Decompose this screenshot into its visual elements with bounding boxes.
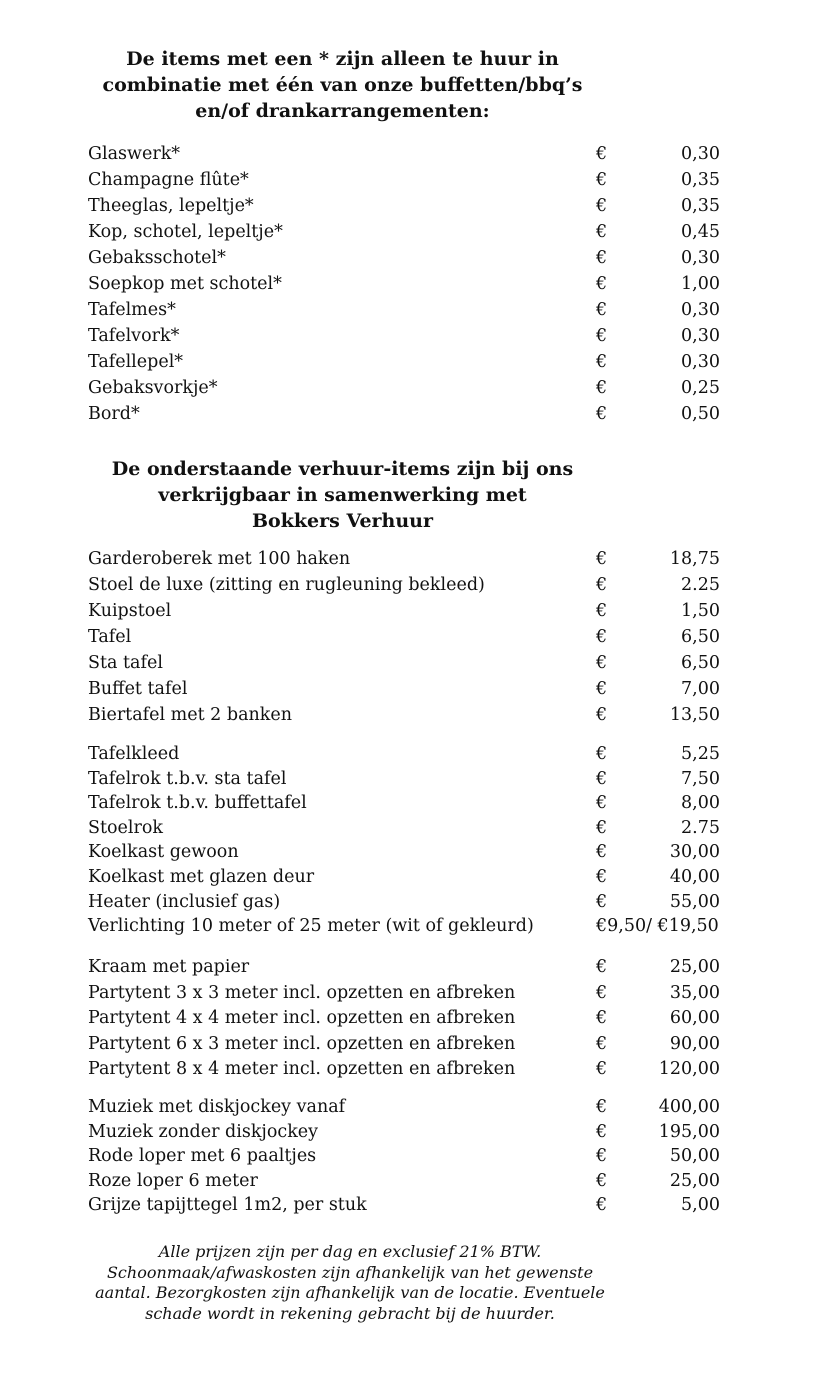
item-price: 7,50 bbox=[681, 768, 720, 789]
currency-symbol: € bbox=[596, 867, 608, 887]
price-row bbox=[88, 402, 720, 426]
currency-symbol: € bbox=[596, 891, 608, 912]
currency-symbol: € bbox=[596, 549, 608, 569]
item-name: Kraam met papier bbox=[88, 957, 250, 977]
item-price: 0,35 bbox=[681, 170, 720, 190]
item-name: Verlichting 10 meter of 25 meter (wit of gekleurd) bbox=[88, 916, 534, 937]
currency-symbol: € bbox=[596, 352, 608, 372]
currency-symbol: € bbox=[596, 326, 608, 346]
price-row bbox=[88, 767, 720, 791]
item-name: Tafel bbox=[88, 627, 132, 647]
price-row bbox=[88, 272, 720, 296]
currency-symbol: € bbox=[596, 1195, 608, 1216]
currency-symbol: € bbox=[596, 248, 608, 268]
item-name: Kuipstoel bbox=[88, 601, 172, 621]
item-name: Bord* bbox=[88, 404, 140, 424]
item-price: 60,00 bbox=[669, 1008, 720, 1029]
footer-line: Alle prijzen zijn per dag en exclusief 21% BTW. bbox=[158, 1242, 542, 1261]
price-row bbox=[88, 547, 720, 571]
item-price: 0,30 bbox=[681, 144, 720, 164]
heading-alleen-te-huur bbox=[60, 46, 625, 124]
item-price: 0,25 bbox=[681, 378, 720, 398]
currency-symbol: € bbox=[596, 679, 608, 699]
item-name: Rode loper met 6 paaltjes bbox=[88, 1146, 317, 1167]
item-name: Stoel de luxe (zitting en rugleuning bekleed) bbox=[88, 575, 485, 595]
item-name: Sta tafel bbox=[88, 653, 163, 673]
item-price: 25,00 bbox=[669, 957, 720, 977]
price-row bbox=[88, 573, 720, 597]
price-row bbox=[88, 816, 720, 840]
price-row bbox=[88, 1144, 720, 1168]
currency-symbol: € bbox=[596, 982, 608, 1003]
item-name: Partytent 4 x 4 meter incl. opzetten en afbreken bbox=[88, 1008, 516, 1029]
price-row bbox=[88, 298, 720, 322]
item-price: 0,30 bbox=[681, 326, 720, 346]
price-row bbox=[88, 1193, 720, 1217]
price-row bbox=[88, 981, 720, 1005]
currency-symbol: € bbox=[596, 793, 608, 814]
price-row bbox=[88, 1095, 720, 1119]
currency-symbol: € bbox=[596, 170, 608, 190]
item-price: 120,00 bbox=[658, 1059, 720, 1080]
currency-symbol: € bbox=[596, 1008, 608, 1029]
price-row bbox=[88, 625, 720, 649]
currency-symbol: € bbox=[596, 300, 608, 320]
price-row bbox=[88, 1057, 720, 1081]
currency-symbol: € bbox=[596, 1097, 608, 1117]
item-name: Gebaksschotel* bbox=[88, 248, 226, 268]
item-name: Muziek met diskjockey vanaf bbox=[88, 1097, 346, 1117]
currency-symbol: € bbox=[596, 601, 608, 621]
price-row bbox=[88, 350, 720, 374]
item-name: Stoelrok bbox=[88, 817, 164, 838]
currency-symbol: € bbox=[596, 957, 608, 977]
footer-line: schade wordt in rekening gebracht bij de huurder. bbox=[145, 1303, 555, 1323]
item-price: 8,00 bbox=[681, 793, 720, 814]
heading-line: De items met een * zijn alleen te huur in bbox=[126, 48, 559, 70]
item-name: Roze loper 6 meter bbox=[88, 1170, 258, 1191]
price-row bbox=[88, 376, 720, 400]
currency-symbol: € bbox=[596, 768, 608, 789]
currency-symbol: € bbox=[596, 817, 608, 838]
item-name: Partytent 3 x 3 meter incl. opzetten en afbreken bbox=[88, 982, 516, 1003]
currency-symbol: € bbox=[596, 222, 608, 242]
item-name: Grijze tapijttegel 1m2, per stuk bbox=[88, 1195, 367, 1216]
item-name: Tafelrok t.b.v. sta tafel bbox=[88, 768, 287, 789]
item-price: 0,35 bbox=[681, 196, 720, 216]
item-price: 0,30 bbox=[681, 300, 720, 320]
heading-line: en/of drankarrangementen: bbox=[195, 100, 490, 122]
item-price: 5,25 bbox=[681, 744, 720, 764]
item-price: 2.75 bbox=[681, 817, 720, 838]
currency-symbol: € bbox=[596, 144, 608, 164]
currency-symbol: € bbox=[596, 274, 608, 294]
footer-note bbox=[60, 1242, 640, 1324]
heading-line: De onderstaande verhuur-items zijn bij ons bbox=[111, 458, 574, 480]
price-row bbox=[88, 890, 720, 914]
price-row bbox=[88, 324, 720, 348]
item-price: 7,00 bbox=[681, 679, 720, 699]
item-price: 25,00 bbox=[669, 1170, 720, 1191]
item-name: Biertafel met 2 banken bbox=[88, 705, 293, 725]
item-price: 1,50 bbox=[681, 601, 720, 621]
item-name: Tafellepel* bbox=[88, 352, 184, 372]
item-name: Soepkop met schotel* bbox=[88, 274, 282, 294]
item-name: Tafelkleed bbox=[88, 744, 180, 764]
item-price: 30,00 bbox=[669, 842, 720, 863]
currency-symbol: € bbox=[596, 1059, 608, 1080]
price-row bbox=[88, 703, 720, 727]
item-name: Gebaksvorkje* bbox=[88, 378, 218, 398]
item-price: 13,50 bbox=[669, 705, 720, 725]
price-row bbox=[88, 677, 720, 701]
footer-line: aantal. Bezorgkosten zijn afhankelijk van de locatie. Eventuele bbox=[95, 1283, 605, 1302]
item-price: 6,50 bbox=[681, 653, 720, 673]
item-price: 35,00 bbox=[669, 982, 720, 1003]
item-name: Koelkast gewoon bbox=[88, 842, 239, 863]
footer-line: Schoonmaak/afwaskosten zijn afhankelijk van het gewenste bbox=[106, 1262, 594, 1282]
currency-symbol: € bbox=[596, 575, 608, 595]
item-name: Partytent 8 x 4 meter incl. opzetten en afbreken bbox=[88, 1059, 516, 1080]
item-name: Champagne flûte* bbox=[88, 170, 249, 190]
item-price: 0,30 bbox=[681, 248, 720, 268]
price-row bbox=[88, 742, 720, 766]
item-price: 40,00 bbox=[669, 867, 720, 887]
item-price: 18,75 bbox=[669, 549, 720, 569]
currency-symbol: € bbox=[596, 627, 608, 647]
item-name: Partytent 6 x 3 meter incl. opzetten en afbreken bbox=[88, 1033, 516, 1054]
item-price: 2.25 bbox=[681, 575, 720, 595]
price-row bbox=[88, 955, 720, 979]
price-row bbox=[88, 840, 720, 864]
item-price: 0,45 bbox=[681, 222, 720, 242]
item-price: 5,00 bbox=[681, 1195, 720, 1216]
item-name: Kop, schotel, lepeltje* bbox=[88, 222, 283, 242]
price-row bbox=[88, 1032, 720, 1056]
currency-symbol: € bbox=[596, 1146, 608, 1167]
currency-symbol: € bbox=[596, 1170, 608, 1191]
item-name: Koelkast met glazen deur bbox=[88, 867, 315, 887]
price-row bbox=[88, 914, 720, 938]
item-price: 0,30 bbox=[681, 352, 720, 372]
price-row bbox=[88, 1006, 720, 1030]
price-row bbox=[88, 791, 720, 815]
item-name: Heater (inclusief gas) bbox=[88, 891, 281, 912]
currency-symbol: € bbox=[596, 705, 608, 725]
price-row bbox=[88, 651, 720, 675]
price-row bbox=[88, 220, 720, 244]
item-price: €9,50/ €19,50 bbox=[596, 916, 719, 937]
currency-symbol: € bbox=[596, 1121, 608, 1142]
item-name: Glaswerk* bbox=[88, 144, 181, 164]
item-name: Buffet tafel bbox=[88, 679, 188, 699]
item-name: Tafelrok t.b.v. buffettafel bbox=[88, 793, 307, 814]
price-row bbox=[88, 865, 720, 889]
price-row bbox=[88, 142, 720, 166]
item-price: 90,00 bbox=[669, 1033, 720, 1054]
item-price: 50,00 bbox=[669, 1146, 720, 1167]
currency-symbol: € bbox=[596, 653, 608, 673]
item-price: 195,00 bbox=[658, 1121, 720, 1142]
item-price: 1,00 bbox=[681, 274, 720, 294]
item-name: Garderoberek met 100 haken bbox=[88, 549, 351, 569]
item-price: 400,00 bbox=[658, 1097, 720, 1117]
price-row bbox=[88, 194, 720, 218]
item-name: Tafelmes* bbox=[88, 300, 176, 320]
item-name: Theeglas, lepeltje* bbox=[88, 196, 254, 216]
heading-line: Bokkers Verhuur bbox=[251, 510, 434, 532]
item-price: 55,00 bbox=[669, 891, 720, 912]
currency-symbol: € bbox=[596, 1033, 608, 1054]
item-name: Tafelvork* bbox=[88, 326, 180, 346]
price-row bbox=[88, 1169, 720, 1193]
item-name: Muziek zonder diskjockey bbox=[88, 1121, 319, 1142]
currency-symbol: € bbox=[596, 842, 608, 863]
item-price: 0,50 bbox=[681, 404, 720, 424]
currency-symbol: € bbox=[596, 404, 608, 424]
heading-line: combinatie met één van onze buffetten/bbq’s bbox=[102, 74, 583, 96]
price-row bbox=[88, 599, 720, 623]
currency-symbol: € bbox=[596, 378, 608, 398]
price-row bbox=[88, 168, 720, 192]
currency-symbol: € bbox=[596, 744, 608, 764]
currency-symbol: € bbox=[596, 196, 608, 216]
price-row bbox=[88, 246, 720, 270]
price-row bbox=[88, 1120, 720, 1144]
item-price: 6,50 bbox=[681, 627, 720, 647]
heading-bokkers-verhuur bbox=[60, 456, 625, 534]
heading-line: verkrijgbaar in samenwerking met bbox=[158, 484, 527, 506]
